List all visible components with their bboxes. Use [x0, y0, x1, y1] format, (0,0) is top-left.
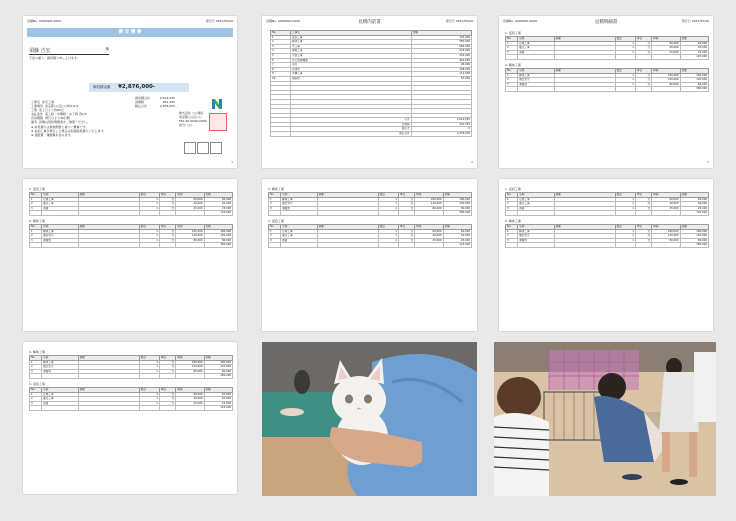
table-row: 3 運搬費 1 式 80,000 80,000 [31, 238, 231, 242]
company-seal-stamp [209, 113, 227, 131]
table-row: 7 電気 96,000 [272, 63, 470, 67]
section-heading: 2. 解体工事 [505, 218, 521, 223]
section-heading: 1. 仮設工事 [29, 381, 45, 386]
subtotal-row: 125,000 [30, 406, 233, 411]
table-footer-row: 小計 2,614,545 [271, 118, 472, 123]
summary-title: 見積内訳書 [358, 20, 381, 25]
section-heading: 1. 仮設工事 [29, 187, 45, 191]
detail-table: No. 名称 摘要 数量 単位 単価 金額 1 解体工事 1 式 180,000 180,000 2 撤去処分 1 式 120,000 120,000 3 運搬費 1 式 80,000 80,000 380,000 [270, 193, 470, 215]
table-row: 2 養生工事 1 式 40,000 40,000 [31, 397, 231, 401]
table-footer-row: 値引き 0 [271, 127, 472, 132]
detail-table: No. 名称 摘要 数量 単位 単価 金額 1 解体工事 1 式 180,000 180,000 2 撤去処分 1 式 120,000 120,000 3 運搬費 1 式 80,000 80,000 380,000 [31, 224, 231, 247]
detail-continued-table [29, 347, 233, 411]
company-info: 株式会社 ○○建設 東京都○○区○○ TEL 00-0000-0000 担当: ○○ [179, 111, 207, 127]
detail-continued-table [29, 184, 233, 248]
table-row: 2 撤去処分 1 式 120,000 120,000 [31, 365, 231, 369]
issue-date: 発行日 2021/05/00 [681, 19, 709, 23]
table-row: 2 養生工事 1 式 40,000 40,000 [270, 234, 470, 238]
table-row: 2 養生工事 1 式 40,000 40,000 [31, 202, 231, 206]
summary-table-wrap [270, 30, 472, 137]
subtotal-row: 125,000 [506, 211, 709, 216]
table-row: 2 撤去処分 1 式 120,000 120,000 [507, 78, 707, 82]
subtotal-row: 380,000 [506, 87, 709, 92]
table-row: 1 解体工事 1 式 180,000 180,000 [31, 360, 231, 364]
page-estimate-summary [262, 16, 477, 168]
table-row: 1 解体工事 1 式 180,000 180,000 [31, 229, 231, 233]
subtotal-row: 125,000 [506, 55, 709, 60]
subtotal-row: 380,000 [30, 243, 233, 248]
table-row: 1 足場工事 1 式 60,000 60,000 [31, 392, 231, 396]
company-logo [211, 95, 223, 107]
doc-number: 見積No. 0000000-0000 [266, 19, 301, 23]
table-row: 1 足場工事 1 式 60,000 60,000 [270, 229, 470, 233]
page-number: 1 [231, 160, 233, 164]
table-row: 2 撤去処分 1 式 120,000 120,000 [31, 234, 231, 238]
detail-table: No. 名称 摘要 数量 単位 単価 金額 1 解体工事 1 式 180,000 180,000 2 撤去処分 1 式 120,000 120,000 3 運搬費 1 式 80,000 80,000 380,000 [507, 224, 707, 247]
summary-lines: 御見積合計 2,614,545 消費税 261,455 税込合計 2,876,000 [135, 96, 175, 108]
subtotal-row: 380,000 [269, 211, 472, 216]
table-footer-row: 消費税 261,455 [271, 122, 472, 127]
table-row: 2 解体工事 380,000 [272, 40, 470, 44]
detail-sections [505, 28, 709, 92]
honorific: 様 [105, 47, 109, 51]
summary-table: No. 工事名 金額 1 仮設工事 125,000 2 解体工事 380,000 3 木工事 684,500 4 屋根工事 218,000 5 内装工事 342,000 6 住宅設備機器 461,545 7 電気 96,000 8 給排水 128,000 9 外構工事 112,500 10 諸経費 67,000 小計 2,614,545 消費税 261,455 値引き 0 税込合計 2,876,000 [272, 31, 470, 136]
table-row: 9 外構工事 112,500 [272, 72, 470, 76]
table-row: 1 足場工事 1 式 60,000 60,000 [507, 197, 707, 201]
table-row: 3 清掃 1 式 25,000 25,000 [507, 206, 707, 210]
table-row: 3 清掃 1 式 25,000 25,000 [507, 50, 707, 54]
detail-table: No. 名称 摘要 数量 単位 単価 金額 1 足場工事 1 式 60,000 60,000 2 養生工事 1 式 40,000 40,000 3 清掃 1 式 25,000 25,000 125,000 [507, 193, 707, 215]
page-detail-continued-a [23, 179, 237, 331]
table-row: 2 撤去処分 1 式 120,000 120,000 [507, 234, 707, 238]
total-value: ¥2,876,000- [118, 84, 156, 90]
table-row: 3 運搬費 1 式 80,000 80,000 [270, 206, 470, 210]
section-heading: 1. 仮設工事 [268, 218, 284, 223]
table-row: 1 足場工事 1 式 60,000 60,000 [507, 41, 707, 45]
detail-continued-table [268, 184, 472, 248]
table-row: 4 屋根工事 218,000 [272, 49, 470, 53]
table-row: 3 清掃 1 式 25,000 25,000 [270, 238, 470, 242]
page-detail-continued-b [262, 179, 477, 331]
table-row: 3 運搬費 1 式 80,000 80,000 [507, 238, 707, 242]
customer-name-line [29, 47, 109, 55]
detail-continued-table [505, 184, 709, 248]
detail-table: No. 名称 摘要 数量 単位 単価 金額 1 解体工事 1 式 180,000 180,000 2 撤去処分 1 式 120,000 120,000 3 運搬費 1 式 80,000 80,000 380,000 [31, 356, 231, 378]
table-row: 8 給排水 128,000 [272, 67, 470, 71]
table-row: 3 清掃 1 式 25,000 25,000 [31, 401, 231, 405]
table-row: 1 解体工事 1 式 180,000 180,000 [507, 73, 707, 77]
page-detail-continued-c [499, 179, 713, 331]
page-estimate-detail [499, 16, 713, 168]
customer-name: 須藤 吉宏 [29, 48, 51, 54]
page-estimate-cover [23, 16, 237, 168]
detail-title: 見積明細書 [594, 20, 618, 25]
table-row: 1 解体工事 1 式 180,000 180,000 [270, 197, 470, 201]
table-row: 2 養生工事 1 式 40,000 40,000 [507, 202, 707, 206]
total-label: 御見積金額 [93, 85, 111, 89]
table-row: 1 仮設工事 125,000 [272, 35, 470, 39]
subtotal-row: 125,000 [269, 243, 472, 248]
issue-date: 発行日 2021/05/00 [205, 19, 233, 23]
table-row: 6 住宅設備機器 461,545 [272, 58, 470, 62]
table-row: 1 足場工事 1 式 60,000 60,000 [31, 197, 231, 201]
table-row: 5 内装工事 342,000 [272, 53, 470, 57]
table-row: 10 諸経費 67,000 [272, 76, 470, 80]
table-footer-row: 税込合計 2,876,000 [271, 132, 472, 137]
table-row: 3 清掃 1 式 25,000 25,000 [31, 206, 231, 210]
doc-number: 見積No. 0000000-0000 [27, 19, 62, 23]
table-row: 3 運搬費 1 式 80,000 80,000 [31, 369, 231, 373]
detail-table: No. 名称 摘要 数量 単位 単価 金額 1 解体工事 1 式 180,000 180,000 2 撤去処分 1 式 120,000 120,000 3 運搬費 1 式 80,000 80,000 380,000 [507, 68, 707, 91]
estimate-body: 工事名 住宅工事 工事場所 東京都○○区○○町0-0-0 工期 着工日より約60日 支払条件 着工時・中間時・完了時 各1/3 有効期限 発行日より30日間 備考 詳細は別紙明細書をご参照ください。 ※ 本見積りは現地調査に基づく概算です。 ※ 追加工事が発生した場合は別途御見積りいたします。 ※ 諸経費・運搬費を含みます。 [31, 100, 107, 137]
detail-table: No. 名称 摘要 数量 単位 単価 金額 1 足場工事 1 式 60,000 60,000 2 養生工事 1 式 40,000 40,000 3 清掃 1 式 25,000 25,000 125,000 [31, 193, 231, 215]
table-row: 2 撤去処分 1 式 120,000 120,000 [270, 202, 470, 206]
subtotal-row: 125,000 [30, 211, 233, 216]
estimate-subline: 下記の通り、御見積り申し上げます。 [29, 56, 80, 60]
page-number: 3 [707, 160, 709, 164]
section-heading: 2. 解体工事 [505, 62, 521, 67]
kitten-photo [262, 342, 477, 496]
table-row: 3 木工事 684,500 [272, 44, 470, 48]
section-heading: 1. 仮設工事 [505, 31, 521, 35]
subtotal-row: 380,000 [506, 243, 709, 248]
section-heading: 1. 仮設工事 [505, 187, 521, 191]
issue-date: 発行日 2021/05/00 [445, 19, 473, 23]
subtotal-row: 380,000 [30, 374, 233, 379]
shelter-photo [494, 342, 716, 496]
detail-table: No. 名称 摘要 数量 単位 単価 金額 1 足場工事 1 式 60,000 60,000 2 養生工事 1 式 40,000 40,000 3 清掃 1 式 25,000 25,000 125,000 [507, 37, 707, 59]
detail-table: No. 名称 摘要 数量 単位 単価 金額 1 足場工事 1 式 60,000 60,000 2 養生工事 1 式 40,000 40,000 3 清掃 1 式 25,000 25,000 125,000 [31, 387, 231, 410]
table-row: 2 養生工事 1 式 40,000 40,000 [507, 46, 707, 50]
section-heading: 2. 解体工事 [29, 350, 45, 354]
estimate-title: 御 見 積 書 [27, 28, 233, 37]
page-detail-continued-d [23, 342, 237, 494]
section-heading: 2. 解体工事 [29, 218, 45, 223]
table-row: 3 運搬費 1 式 80,000 80,000 [507, 82, 707, 86]
table-row: 1 解体工事 1 式 180,000 180,000 [507, 229, 707, 233]
approval-boxes [184, 139, 223, 158]
doc-number: 見積No. 0000000-0000 [503, 19, 538, 23]
detail-table: No. 名称 摘要 数量 単位 単価 金額 1 足場工事 1 式 60,000 60,000 2 養生工事 1 式 40,000 40,000 3 清掃 1 式 25,000 25,000 125,000 [270, 224, 470, 247]
section-heading: 2. 解体工事 [268, 187, 284, 191]
page-number: 2 [471, 160, 473, 164]
total-amount-box [89, 83, 189, 92]
